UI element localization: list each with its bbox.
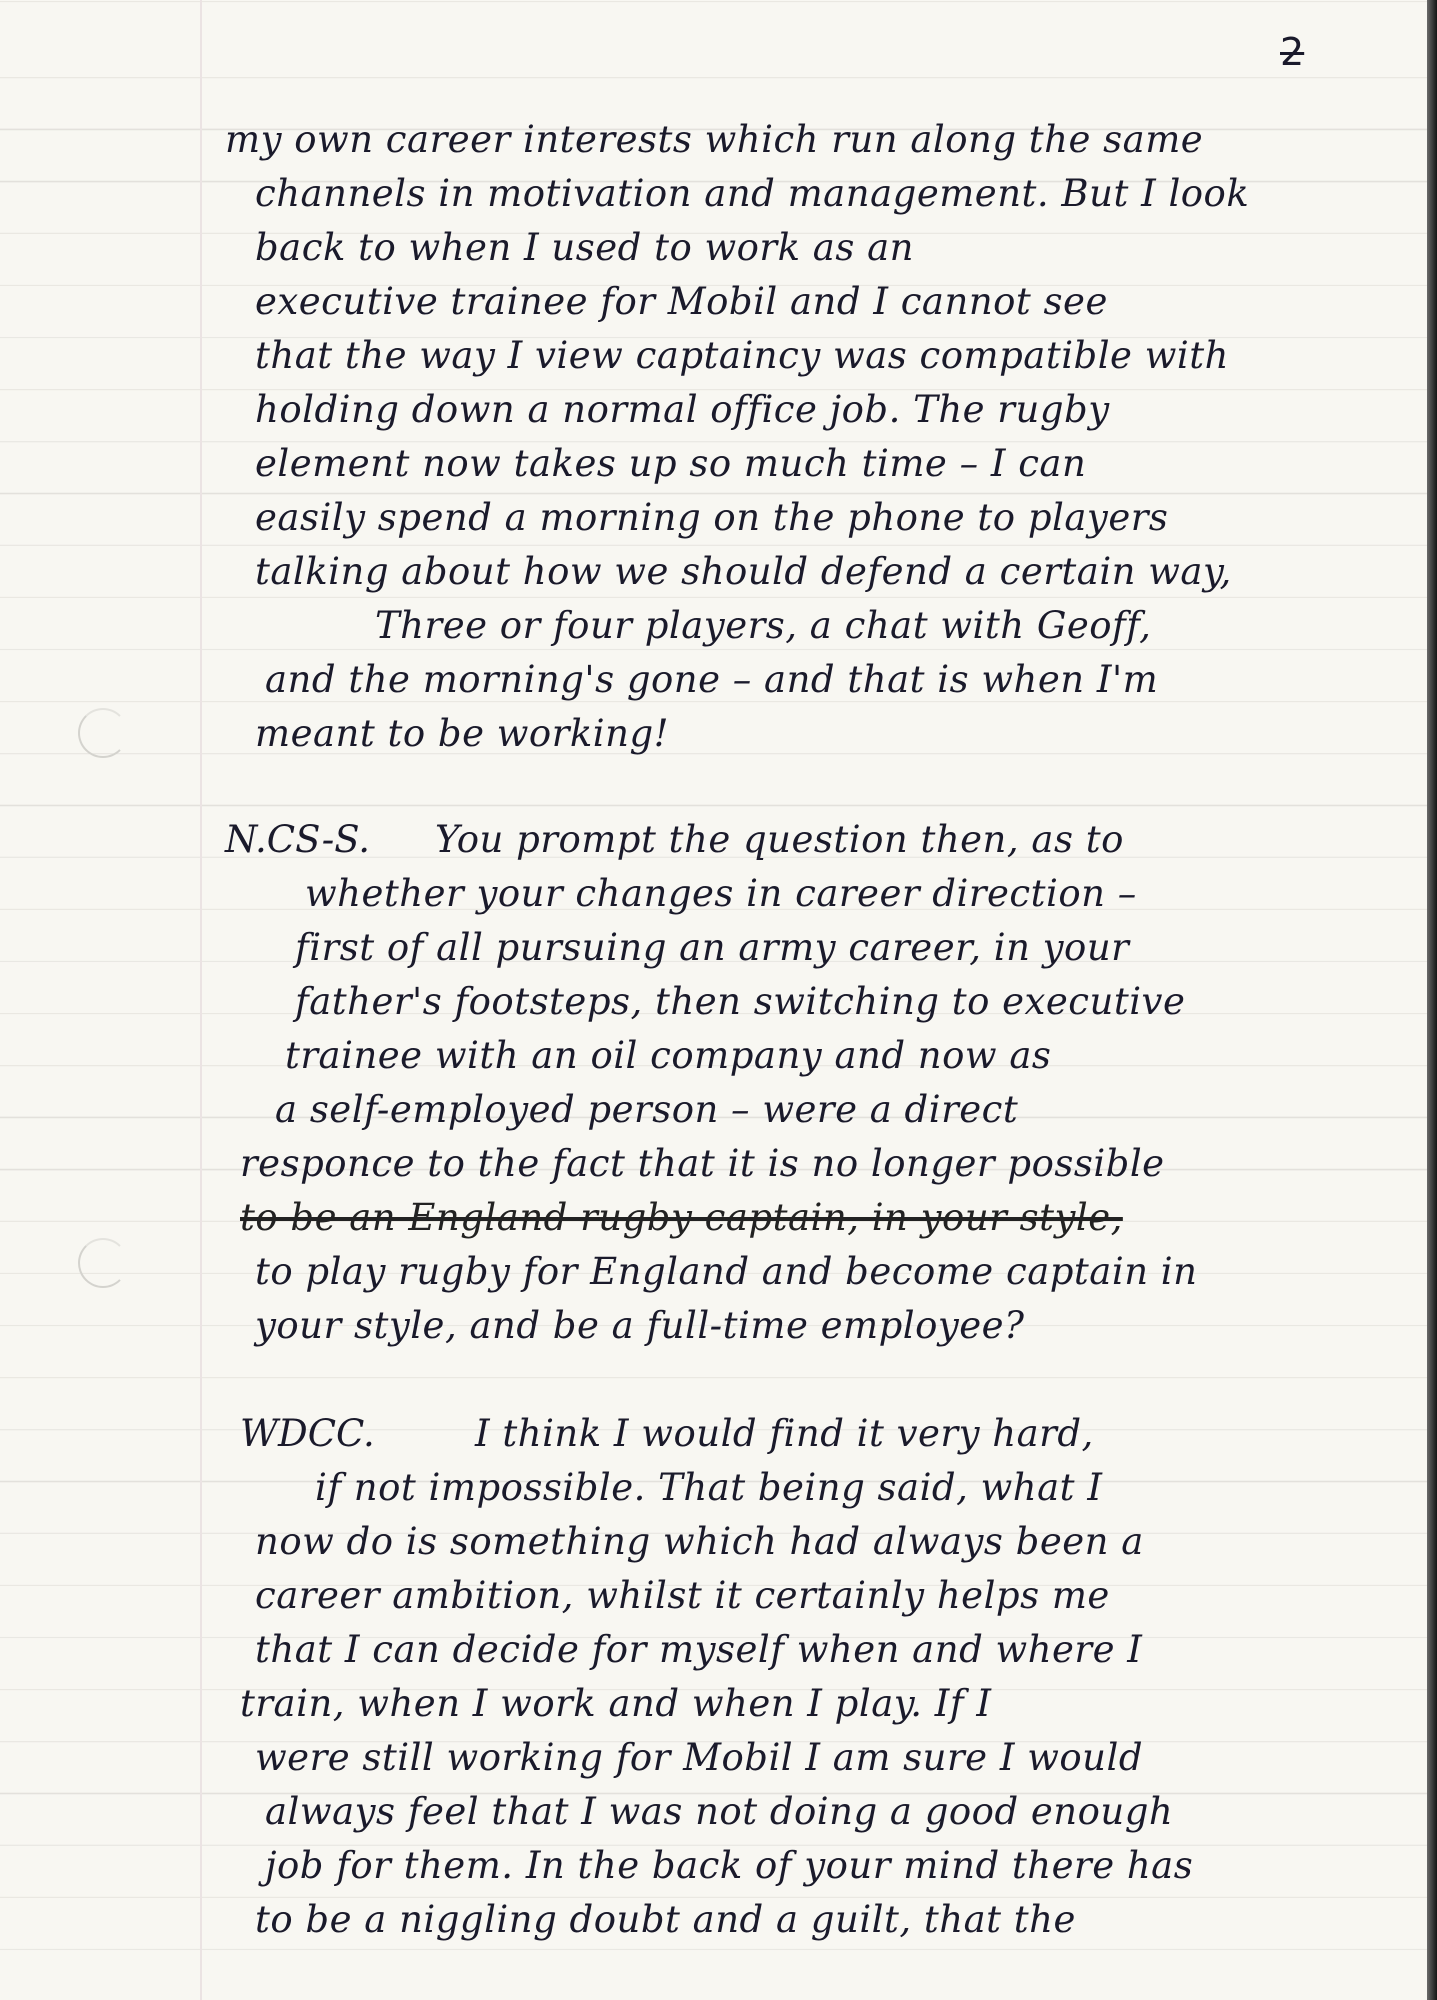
text-line: meant to be working! xyxy=(255,712,670,755)
text-line: talking about how we should defend a certain way, xyxy=(255,550,1232,593)
margin-rule xyxy=(200,0,202,2000)
struck-text-line: to be an England rugby captain, in your style, xyxy=(240,1196,1123,1239)
text-line: executive trainee for Mobil and I cannot see xyxy=(255,280,1108,323)
text-line: and the morning's gone – and that is when I'm xyxy=(265,658,1159,701)
text-line: father's footsteps, then switching to executive xyxy=(295,980,1186,1023)
text-line: always feel that I was not doing a good enough xyxy=(265,1790,1174,1833)
text-line: your style, and be a full-time employee? xyxy=(255,1304,1025,1347)
text-line: to play rugby for England and become captain in xyxy=(255,1250,1198,1293)
text-line: I think I would find it very hard, xyxy=(475,1412,1094,1455)
text-line: a self-employed person – were a direct xyxy=(275,1088,1019,1131)
text-line: holding down a normal office job. The rugby xyxy=(255,388,1110,431)
punch-hole-lower xyxy=(78,1238,128,1288)
text-line: back to when I used to work as an xyxy=(255,226,914,269)
text-line: train, when I work and when I play. If I xyxy=(240,1682,992,1725)
speaker-label-answer: WDCC. xyxy=(240,1412,375,1455)
text-line: channels in motivation and management. But I look xyxy=(255,172,1250,215)
text-line: that the way I view captaincy was compatible with xyxy=(255,334,1229,377)
text-line: element now takes up so much time – I can xyxy=(255,442,1087,485)
text-line: my own career interests which run along the same xyxy=(225,118,1204,161)
speaker-label-question: N.CS-S. xyxy=(225,818,371,861)
page-edge-shadow xyxy=(1427,0,1437,2000)
text-line: to be a niggling doubt and a guilt, that the xyxy=(255,1898,1076,1941)
text-line: job for them. In the back of your mind there has xyxy=(265,1844,1194,1887)
page-number: 2 xyxy=(1280,30,1305,74)
text-line: were still working for Mobil I am sure I would xyxy=(255,1736,1144,1779)
text-line: Three or four players, a chat with Geoff, xyxy=(375,604,1152,647)
text-line: responce to the fact that it is no longer possible xyxy=(240,1142,1165,1185)
punch-hole-upper xyxy=(78,708,128,758)
text-line: whether your changes in career direction – xyxy=(305,872,1137,915)
text-line: trainee with an oil company and now as xyxy=(285,1034,1052,1077)
text-line: easily spend a morning on the phone to players xyxy=(255,496,1169,539)
text-line: now do is something which had always been a xyxy=(255,1520,1144,1563)
text-line: if not impossible. That being said, what I xyxy=(315,1466,1103,1509)
text-line: You prompt the question then, as to xyxy=(435,818,1124,861)
text-line: career ambition, whilst it certainly helps me xyxy=(255,1574,1110,1617)
text-line: first of all pursuing an army career, in your xyxy=(295,926,1130,969)
text-line: that I can decide for myself when and where I xyxy=(255,1628,1143,1671)
